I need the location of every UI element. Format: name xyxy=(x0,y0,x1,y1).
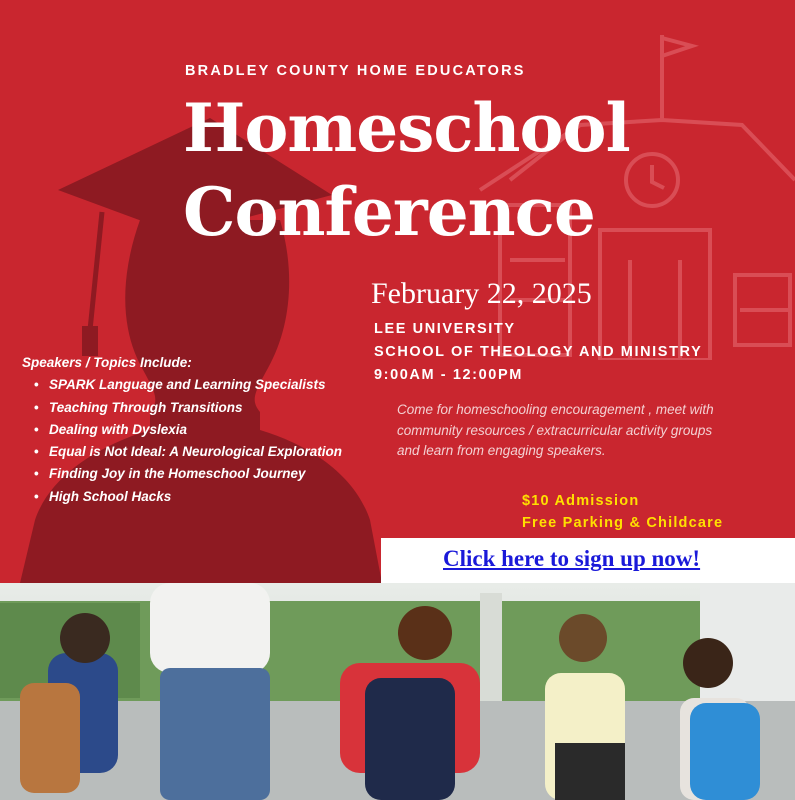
event-venue xyxy=(374,318,702,387)
perks-text: Free Parking & Childcare xyxy=(522,515,724,531)
speakers-list xyxy=(22,352,352,508)
list-item: • Dealing with Dyslexia xyxy=(49,419,352,441)
title-line-1: Homeschool xyxy=(183,89,630,167)
organization-name: BRADLEY COUNTY HOME EDUCATORS xyxy=(185,63,526,79)
event-time: 9:00AM - 12:00PM xyxy=(374,367,523,383)
venue-line-1: LEE UNIVERSITY xyxy=(374,321,516,337)
admission-price: $10 Admission xyxy=(522,493,640,509)
signup-link[interactable]: Click here to sign up now! xyxy=(443,546,701,571)
family-photo xyxy=(0,583,795,800)
list-item: • High School Hacks xyxy=(49,486,352,508)
list-item: • Equal is Not Ideal: A Neurological Exploration xyxy=(49,441,352,463)
event-description: Come for homeschooling encouragement , meet with community resources / extracurricular activity groups and learn from engaging speakers. xyxy=(397,402,714,458)
list-item: • Finding Joy in the Homeschool Journey xyxy=(49,463,352,485)
page-title xyxy=(183,86,630,254)
speakers-heading: Speakers / Topics Include: xyxy=(22,355,192,370)
title-line-2: Conference xyxy=(183,173,595,251)
list-item: • Teaching Through Transitions xyxy=(49,397,352,419)
list-item: • SPARK Language and Learning Specialists xyxy=(49,374,352,396)
admission-info xyxy=(522,490,723,534)
venue-line-2: SCHOOL OF THEOLOGY AND MINISTRY xyxy=(374,344,703,360)
event-date: February 22, 2025 xyxy=(371,277,592,310)
